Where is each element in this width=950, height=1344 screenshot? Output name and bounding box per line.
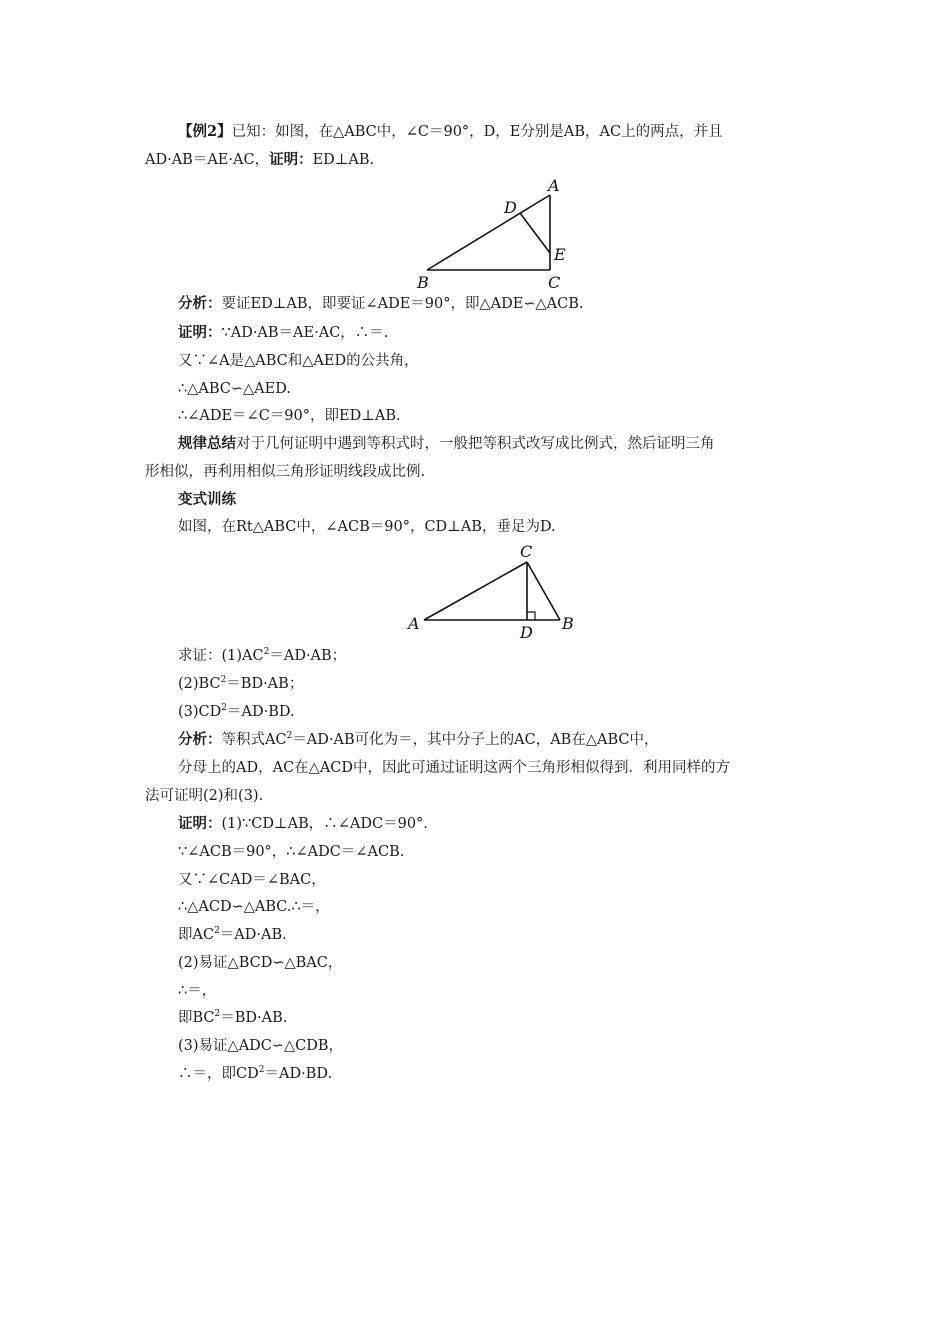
label-c: C xyxy=(520,542,533,561)
prove-item-2 xyxy=(178,674,303,694)
proof-1-line-2: 又∵∠A是△ABC和△AED的公共角， xyxy=(178,353,419,369)
proof-2-text-10a: ∴＝，即CD xyxy=(178,1066,259,1082)
proof-2-line-6: (2)易证△BCD∽△BAC， xyxy=(178,955,343,971)
proof-2-line-9: (3)易证△ADC∽△CDB， xyxy=(178,1038,344,1054)
example-prove-label: 证明： xyxy=(269,151,313,168)
superscript-2: 2 xyxy=(263,647,270,658)
label-d: D xyxy=(504,198,517,217)
proof-2-line-3: 又∵∠CAD＝∠BAC， xyxy=(178,872,326,888)
proof-2-line-7: ∴＝， xyxy=(178,983,217,999)
superscript-2: 2 xyxy=(214,1009,221,1020)
proof-1-label: 证明： xyxy=(178,324,222,341)
proof-2-line-5 xyxy=(178,925,287,945)
label-c: C xyxy=(548,273,561,292)
example-intro: 已知：如图，在△ABC中，∠C＝90°，D，E分别是AB，AC上的两点，并且 xyxy=(231,124,723,140)
example-given: AD·AB＝AE·AC， xyxy=(145,152,270,168)
right-angle-mark xyxy=(527,612,535,620)
proof-2-label: 证明： xyxy=(178,815,222,832)
superscript-2: 2 xyxy=(286,731,293,742)
proof-2-line-10 xyxy=(178,1064,332,1084)
variant-intro: 如图，在Rt△ABC中，∠ACB＝90°，CD⊥AB，垂足为D. xyxy=(178,519,556,535)
proof-2-line-4: ∴△ACD∽△ABC.∴＝， xyxy=(178,899,330,915)
figure-2-triangle xyxy=(400,540,590,644)
proof-1-text-1: ∵AD·AB＝AE·AC，∴＝. xyxy=(221,325,389,341)
prove-item-1 xyxy=(178,646,346,666)
figure-1-triangle xyxy=(410,172,590,294)
summary-label: 规律总结 xyxy=(178,435,236,452)
label-e: E xyxy=(554,245,566,264)
analysis-1-text: 要证ED⊥AB，即要证∠ADE＝90°，即△ADE∽△ACB. xyxy=(221,296,584,312)
superscript-2: 2 xyxy=(214,926,220,937)
analysis-2-text-1b: ＝AD·AB可化为＝，其中分子上的AC，AB在△ABC中， xyxy=(292,732,659,748)
summary-line-2: 形相似，再利用相似三角形证明线段成比例. xyxy=(145,464,426,480)
analysis-2-text-1a: 等积式AC xyxy=(221,732,287,748)
proof-2-text-5a: 即AC xyxy=(178,927,215,943)
proof-2-text-8b: ＝BD·AB. xyxy=(220,1010,288,1026)
analysis-2-line-3: 法可证明(2)和(3). xyxy=(145,788,264,804)
prove-item-1-a: 求证：(1)AC xyxy=(178,648,264,664)
label-d: D xyxy=(520,623,533,642)
proof-2-line-8 xyxy=(178,1008,287,1028)
analysis-2-line-2: 分母上的AD，AC在△ACD中，因此可通过证明这两个三角形相似得到．利用同样的方 xyxy=(178,760,731,776)
prove-item-2-b: ＝BD·AB； xyxy=(226,676,304,692)
superscript-2: 2 xyxy=(258,1065,265,1076)
proof-1-line-3: ∴△ABC∽△AED. xyxy=(178,381,291,397)
prove-item-3 xyxy=(178,702,295,722)
label-a: A xyxy=(408,614,420,633)
analysis-1 xyxy=(178,294,583,314)
analysis-1-label: 分析： xyxy=(178,295,222,312)
prove-item-1-b: ＝AD·AB； xyxy=(269,648,347,664)
summary-text-1: 对于几何证明中遇到等积式时，一般把等积式改写成比例式，然后证明三角 xyxy=(236,436,715,452)
segment-de xyxy=(520,213,550,253)
segment-ac xyxy=(424,562,527,620)
variant-title: 变式训练 xyxy=(178,491,236,508)
analysis-2-label: 分析： xyxy=(178,731,222,748)
superscript-2: 2 xyxy=(220,675,227,686)
prove-item-3-a: (3)CD xyxy=(178,704,222,720)
example-line-1 xyxy=(178,122,723,142)
proof-1-line-1 xyxy=(178,323,388,343)
example-line-2 xyxy=(145,150,374,170)
proof-2-text-1: (1)∵CD⊥AB，∴∠ADC＝90°. xyxy=(221,816,428,832)
summary-line-1 xyxy=(178,434,715,454)
segment-cb xyxy=(527,562,560,620)
label-b: B xyxy=(562,614,574,633)
proof-2-line-2: ∵∠ACB＝90°，∴∠ADC＝∠ACB. xyxy=(178,844,405,860)
prove-item-3-b: ＝AD·BD. xyxy=(227,704,295,720)
superscript-2: 2 xyxy=(221,703,227,714)
proof-2-text-8a: 即BC xyxy=(178,1010,215,1026)
example-goal: ED⊥AB. xyxy=(312,152,375,168)
segment-ba xyxy=(427,195,550,270)
label-a: A xyxy=(548,176,560,195)
proof-2-line-1 xyxy=(178,814,428,834)
prove-item-2-a: (2)BC xyxy=(178,676,221,692)
proof-2-text-5b: ＝AD·AB. xyxy=(219,927,287,943)
proof-2-text-10b: ＝AD·BD. xyxy=(264,1066,333,1082)
example-tag: 【例2】 xyxy=(178,123,232,140)
analysis-2-line-1 xyxy=(178,730,658,750)
proof-1-line-4: ∴∠ADE＝∠C＝90°，即ED⊥AB. xyxy=(178,408,401,424)
label-b: B xyxy=(417,273,429,292)
